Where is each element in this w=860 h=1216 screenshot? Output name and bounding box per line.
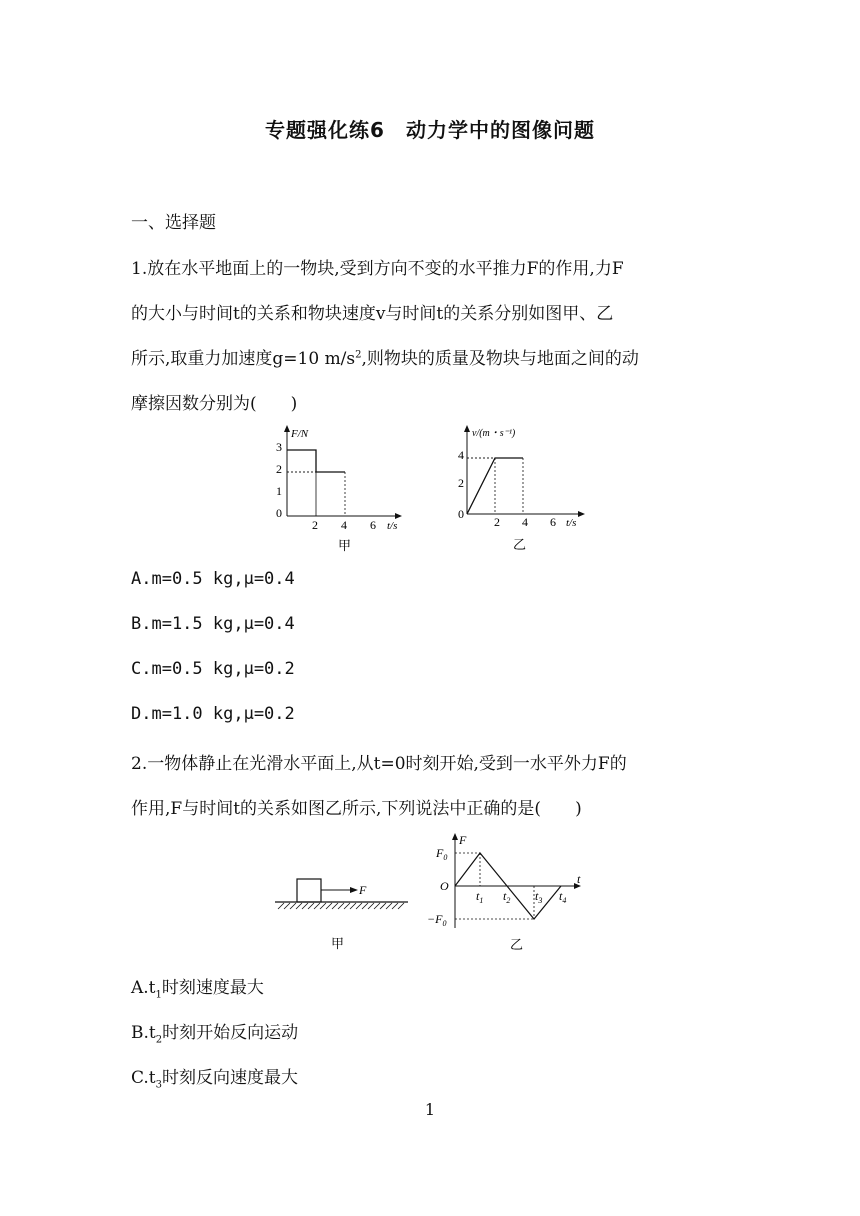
section-heading: 一、选择题 (131, 213, 216, 233)
q1-text-line-2: 的大小与时间t的关系和物块速度v与时间t的关系分别如图甲、乙 (131, 304, 614, 324)
q1-force-time-chart (270, 425, 410, 555)
q2-text-line-1: 2.一物体静止在光滑水平面上,从t=0时刻开始,受到一水平外力F的 (131, 754, 627, 774)
page-title: 专题强化练6 动力学中的图像问题 (265, 118, 595, 142)
q1a-xlabel: t/s (387, 520, 398, 532)
q2b-t4: $t_4$ (559, 889, 567, 905)
q2b-origin: O (440, 879, 449, 893)
q1b-xtick-6: 6 (550, 515, 556, 529)
q1a-xtick-6: 6 (370, 518, 376, 532)
q2b-xlabel: t (577, 872, 581, 886)
q1-text-line-3: 所示,取重力加速度g=10 $m/s^2$,则物块的质量及物块与地面之间的动 (131, 349, 639, 369)
q1a-ytick-2: 2 (276, 462, 282, 476)
q1-option-b[interactable]: B.m=1.5 kg,μ=0.4 (131, 614, 295, 634)
q1b-ytick-0: 0 (458, 507, 464, 521)
q1b-ytick-2: 2 (458, 476, 464, 490)
q2-option-c[interactable]: $C.t_3$时刻反向速度最大 (131, 1068, 299, 1091)
q1b-caption: 乙 (513, 537, 527, 552)
block (297, 879, 321, 902)
q2-option-b[interactable]: $B.t_2$时刻开始反向运动 (131, 1023, 299, 1046)
q2-block-diagram (270, 870, 415, 955)
q1-option-c[interactable]: C.m=0.5 kg,μ=0.2 (131, 659, 295, 679)
q1a-ytick-3: 3 (276, 440, 282, 454)
q2b-t1: $t_1$ (476, 889, 484, 905)
data-line (287, 450, 345, 472)
q2b-t3: $t_3$ (535, 889, 543, 905)
q1-option-a[interactable]: A.m=0.5 kg,μ=0.4 (131, 569, 295, 589)
q1-velocity-time-chart (455, 425, 605, 555)
q2b-f0: $F_0$ (436, 846, 448, 862)
q1-text-line-4: 摩擦因数分别为( ) (131, 394, 298, 414)
q2-force-time-chart (425, 828, 595, 958)
q2b-neg-f0: $-F_0$ (427, 912, 447, 928)
q1-option-d[interactable]: D.m=1.0 kg,μ=0.2 (131, 704, 295, 724)
q1a-ytick-0: 0 (276, 506, 282, 520)
q2b-caption: 乙 (510, 937, 524, 952)
q1a-ylabel: F/N (291, 428, 309, 440)
q2b-t2: $t_2$ (503, 889, 511, 905)
page-number: 1 (424, 1100, 436, 1119)
q1-text-line-1: 1.放在水平地面上的一物块,受到方向不变的水平推力F的作用,力F (131, 259, 624, 279)
q2-option-a[interactable]: $A.t_1$时刻速度最大 (131, 978, 264, 1001)
q2a-force-label: F (359, 883, 367, 897)
q2-text-line-2: 作用,F与时间t的关系如图乙所示,下列说法中正确的是( ) (131, 799, 582, 819)
q1b-xlabel: t/s (566, 517, 577, 529)
q1a-caption: 甲 (338, 538, 352, 553)
q1a-ytick-1: 1 (276, 484, 282, 498)
q2a-caption: 甲 (331, 936, 345, 951)
q1b-xtick-4: 4 (522, 515, 528, 529)
q2b-ylabel: F (459, 833, 467, 847)
q1b-xtick-2: 2 (494, 515, 500, 529)
q1a-xtick-4: 4 (341, 518, 347, 532)
q1b-ylabel: v/(m・s⁻¹) (472, 428, 516, 439)
q1a-xtick-2: 2 (312, 518, 318, 532)
q1b-ytick-4: 4 (458, 448, 464, 462)
